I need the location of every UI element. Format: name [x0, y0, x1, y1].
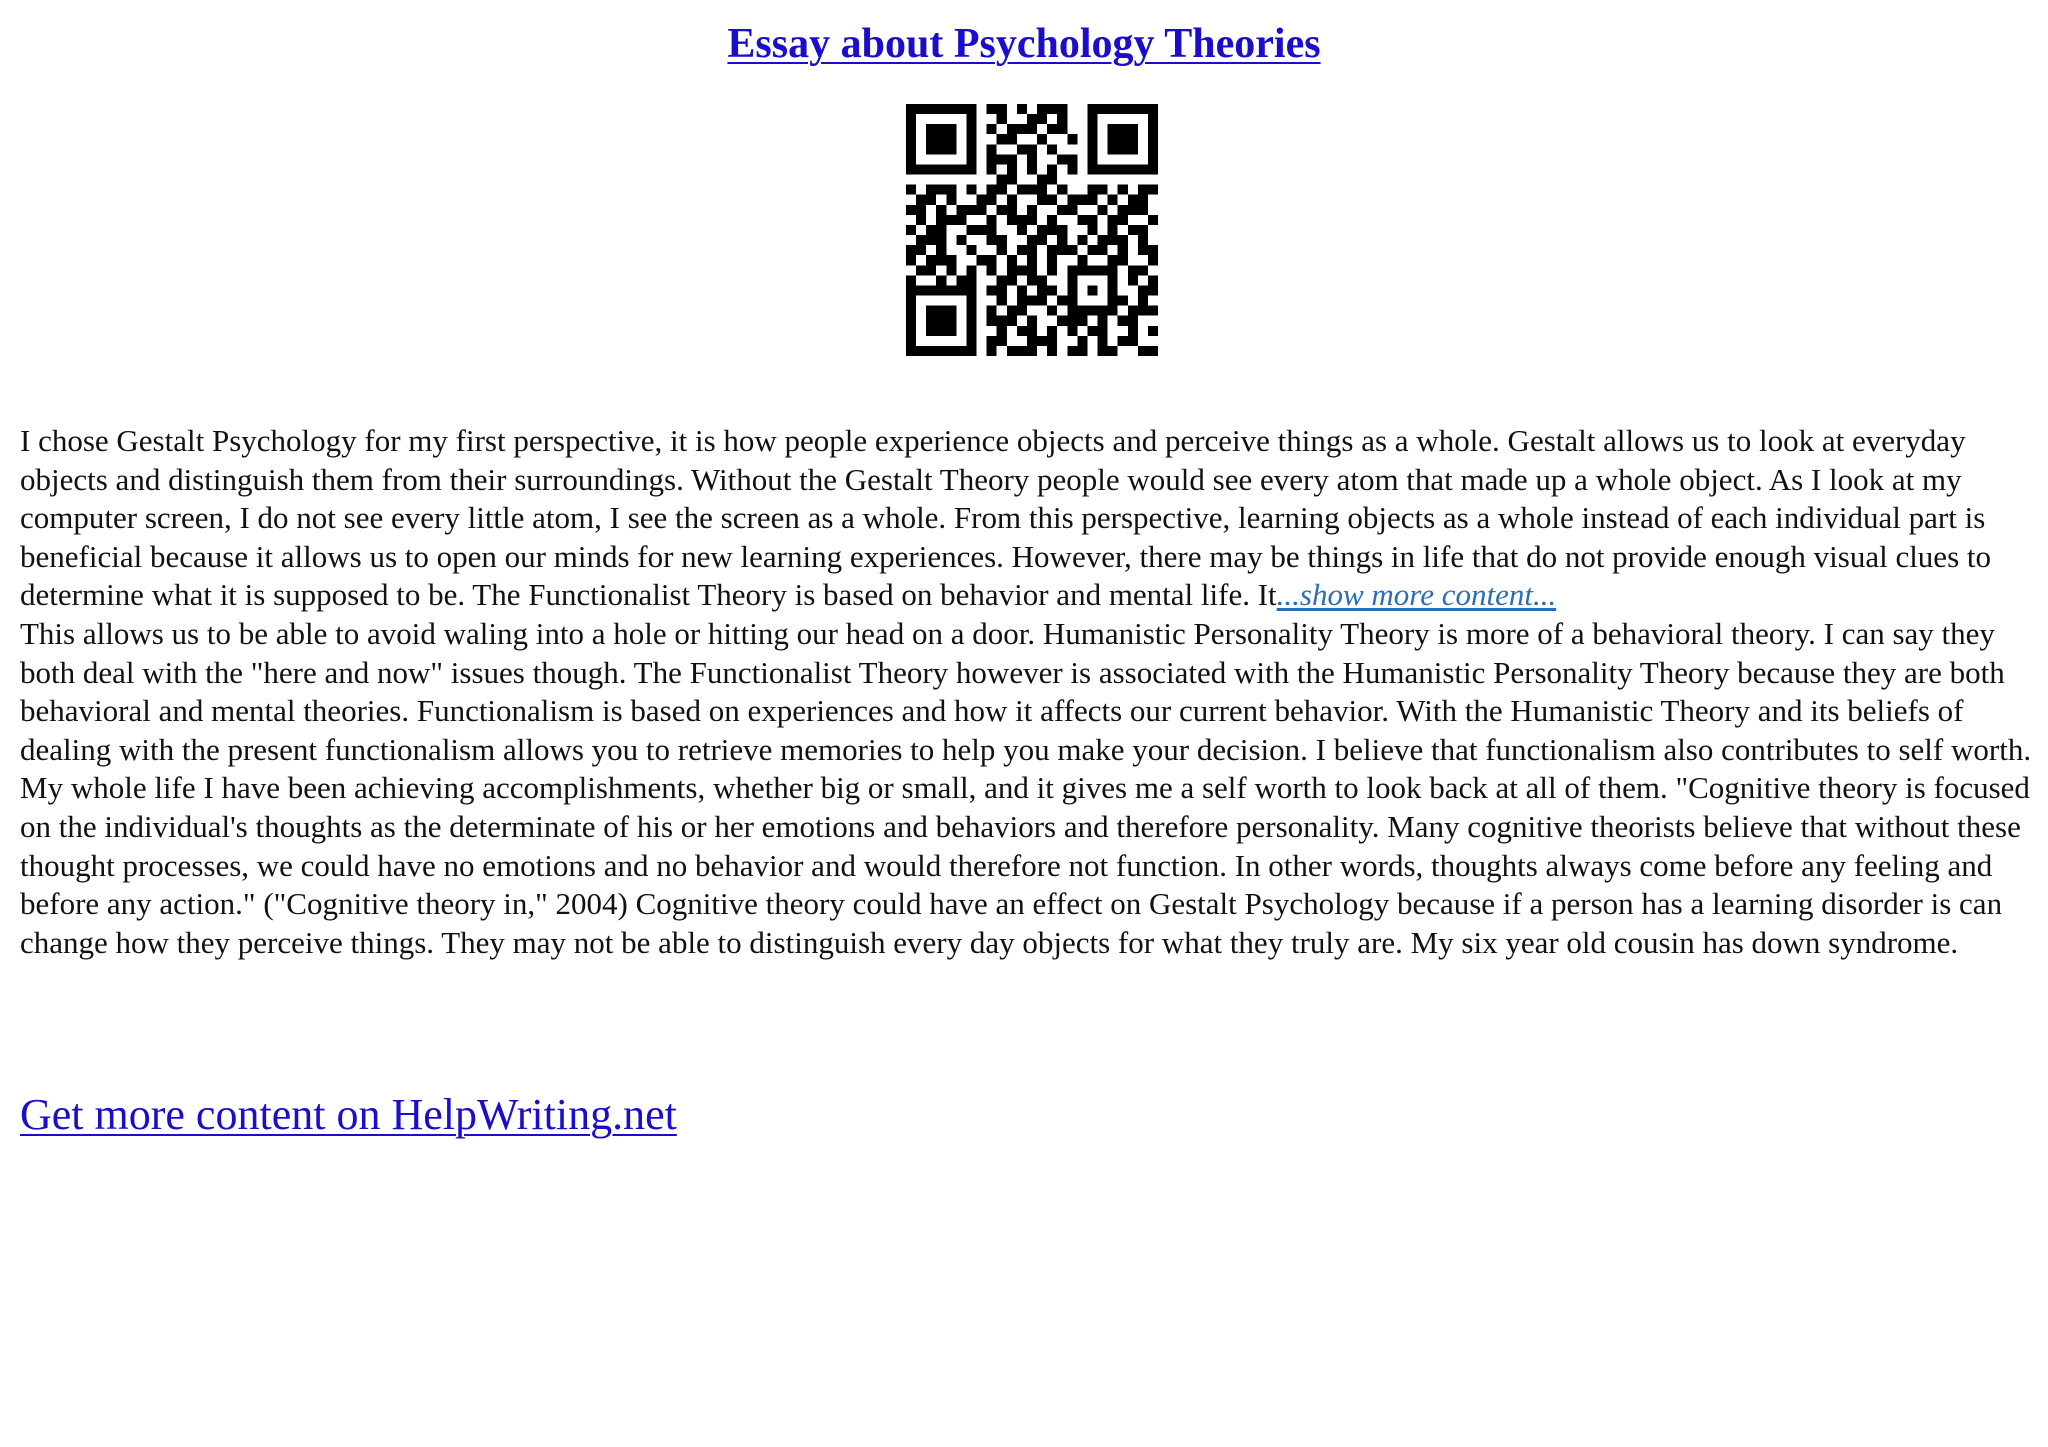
- page-title-link[interactable]: Essay about Psychology Theories: [727, 21, 1321, 67]
- essay-paragraph-2: This allows us to be able to avoid waling into a hole or hitting our head on a door. Humanistic Personality Theory is more of a behavioral theory. I can say they both deal with the "here and now" issues though. The Functionalist Theory however is associated with the Humanistic Personality Theory because they are both behavioral and mental theories. Functionalism is based on experiences and how it affects our current behavior. With the Humanistic Theory and its beliefs of dealing with the present functionalism allows you to retrieve memories to help you make your decision. I believe that functionalism also contributes to self worth. My whole life I have been achieving accomplishments, whether big or small, and it gives me a self worth to look back at all of them. "Cognitive theory is focused on the individual's thoughts as the determinate of his or her emotions and behaviors and therefore personality. Many cognitive theorists believe that without these thought processes, we could have no emotions and no behavior and would therefore not function. In other words, thoughts always come before any feeling and before any action." ("Cognitive theory in," 2004) Cognitive theory could have an effect on Gestalt Psychology because if a person has a learning disorder is can change how they perceive things. They may not be able to distinguish every day objects for what they truly are. My six year old cousin has down syndrome.: [20, 615, 2032, 960]
- essay-paragraph-1: I chose Gestalt Psychology for my first perspective, it is how people experience objects and perceive things as a whole. Gestalt allows us to look at everyday objects and distinguish them from their surroundings. Without the Gestalt Theory people would see every atom that made up a whole object. As I look at my computer screen, I do not see every little atom, I see the screen as a whole. From this perspective, learning objects as a whole instead of each individual part is beneficial because it allows us to open our minds for new learning experiences. However, there may be things in life that do not provide enough visual clues to determine what it is supposed to be. The Functionalist Theory is based on behavior and mental life. It: [20, 423, 1991, 613]
- qr-code-svg: [906, 104, 1158, 356]
- qr-code-icon: [906, 104, 1158, 356]
- title-container: [0, 14, 2048, 74]
- get-more-content-link[interactable]: Get more content on HelpWriting.net: [20, 1090, 677, 1139]
- show-more-link[interactable]: ...show more content...: [1276, 577, 1557, 613]
- essay-body: [20, 422, 2032, 962]
